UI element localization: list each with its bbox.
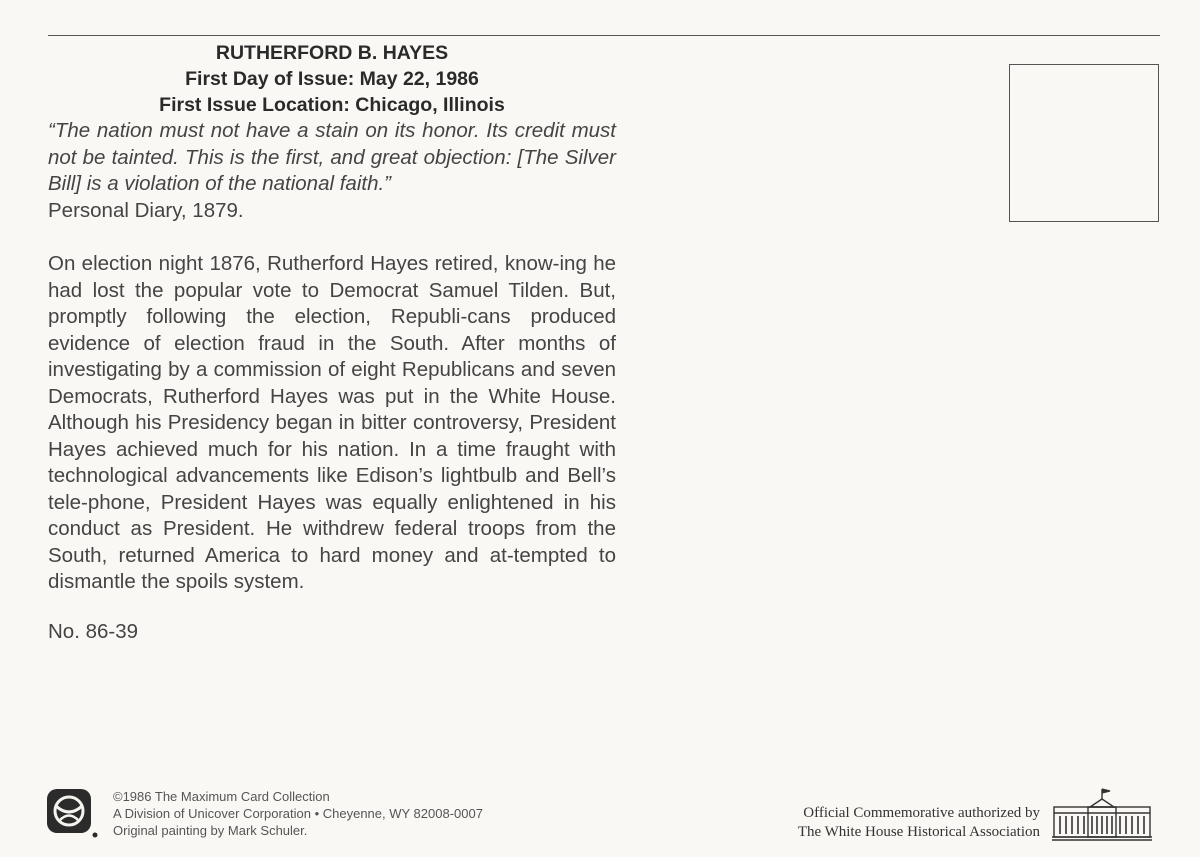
official-line-2: The White House Historical Association bbox=[797, 824, 1040, 840]
unicover-logo-icon bbox=[46, 788, 98, 840]
copyright-line: ©1986 The Maximum Card Collection bbox=[113, 789, 330, 804]
quote-text: “The nation must not have a stain on its honor. Its credit must not be tainted. This is the first, and great objection: [The Silver Bill] is a violation of the national faith.” bbox=[48, 119, 616, 195]
quote-source: Personal Diary, 1879. bbox=[48, 198, 244, 222]
first-issue-location: First Issue Location: Chicago, Illinois bbox=[159, 94, 505, 116]
biography-text: On election night 1876, Rutherford Hayes retired, know-ing he had lost the popular vote to Democrat Samuel Tilden. But, promptly following the election, Republi-cans produced evidence of election fraud in the South. After months of investigating by a commission of eight Republicans and seven Democrats, Rutherford Hayes was put in the White House. Although his Presidency began in bitter controversy, President Hayes achieved much for his nation. In a time fraught with technological advancements like Edison’s lightbulb and Bell’s tele-phone, President Hayes was equally enlightened in his conduct as President. He withdrew federal troops from the South, returned America to hard money and at-tempted to dismantle the spoils system. bbox=[48, 252, 616, 593]
footer-credits bbox=[113, 788, 483, 839]
division-line: A Division of Unicover Corporation • Cheyenne, WY 82008-0007 bbox=[113, 806, 483, 821]
first-day-of-issue: First Day of Issue: May 22, 1986 bbox=[185, 68, 479, 90]
official-line-1: Official Commemorative authorized by bbox=[803, 805, 1040, 821]
top-rule bbox=[48, 35, 1160, 36]
white-house-icon bbox=[1050, 787, 1154, 841]
official-commemorative bbox=[798, 804, 1040, 842]
card-number: No. 86-39 bbox=[48, 619, 139, 643]
stamp-box bbox=[1009, 64, 1159, 222]
heading-block bbox=[48, 40, 616, 118]
president-name: RUTHERFORD B. HAYES bbox=[215, 42, 449, 64]
painting-credit: Original painting by Mark Schuler. bbox=[113, 823, 308, 838]
card-text-column bbox=[48, 40, 616, 645]
